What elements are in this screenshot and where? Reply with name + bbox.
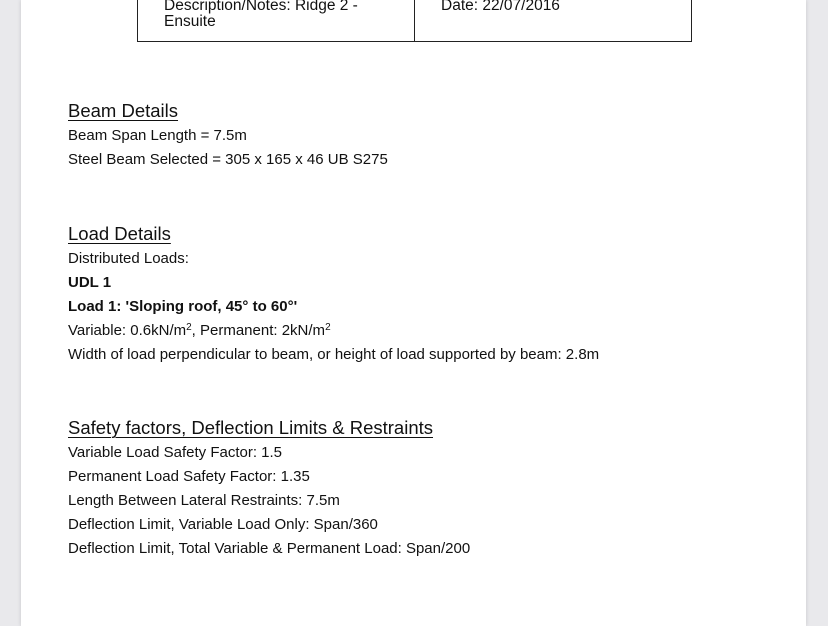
header-table <box>137 0 692 42</box>
variable-safety-factor: Variable Load Safety Factor: 1.5 <box>68 444 283 461</box>
distributed-loads-label: Distributed Loads: <box>68 250 189 267</box>
variable-load-text: Variable: 0.6kN/m <box>68 322 187 339</box>
load-details-title: Load Details <box>68 223 171 244</box>
permanent-unit-exponent: 2 <box>325 322 331 333</box>
date-cell <box>415 0 691 41</box>
lateral-restraints: Length Between Lateral Restraints: 7.5m <box>68 492 340 509</box>
load-width-text: Width of load perpendicular to beam, or height of load supported by beam: 2.8m <box>68 346 600 363</box>
description-label: Description/Notes: Ridge 2 - <box>164 0 358 14</box>
deflection-variable: Deflection Limit, Variable Load Only: Span/360 <box>68 516 378 533</box>
load-values <box>68 319 599 343</box>
beam-span-length: Beam Span Length = 7.5m <box>68 127 247 144</box>
safety-title: Safety factors, Deflection Limits & Restraints <box>68 417 433 438</box>
udl-label: UDL 1 <box>68 274 112 291</box>
variable-unit-exponent: 2 <box>186 322 192 333</box>
description-cell <box>138 0 415 41</box>
deflection-total: Deflection Limit, Total Variable & Permanent Load: Span/200 <box>68 540 471 557</box>
beam-details-section <box>68 100 388 172</box>
safety-section <box>68 417 470 561</box>
load-1-label: Load 1: 'Sloping roof, 45° to 60°' <box>68 298 298 315</box>
steel-beam-selected: Steel Beam Selected = 305 x 165 x 46 UB S275 <box>68 151 388 168</box>
document-page <box>21 0 806 626</box>
permanent-safety-factor: Permanent Load Safety Factor: 1.35 <box>68 468 310 485</box>
permanent-load-text: , Permanent: 2kN/m <box>191 322 326 339</box>
description-continued: Ensuite <box>164 13 216 30</box>
date-label: Date: 22/07/2016 <box>441 0 560 14</box>
beam-details-title: Beam Details <box>68 100 179 121</box>
load-details-section <box>68 223 599 367</box>
